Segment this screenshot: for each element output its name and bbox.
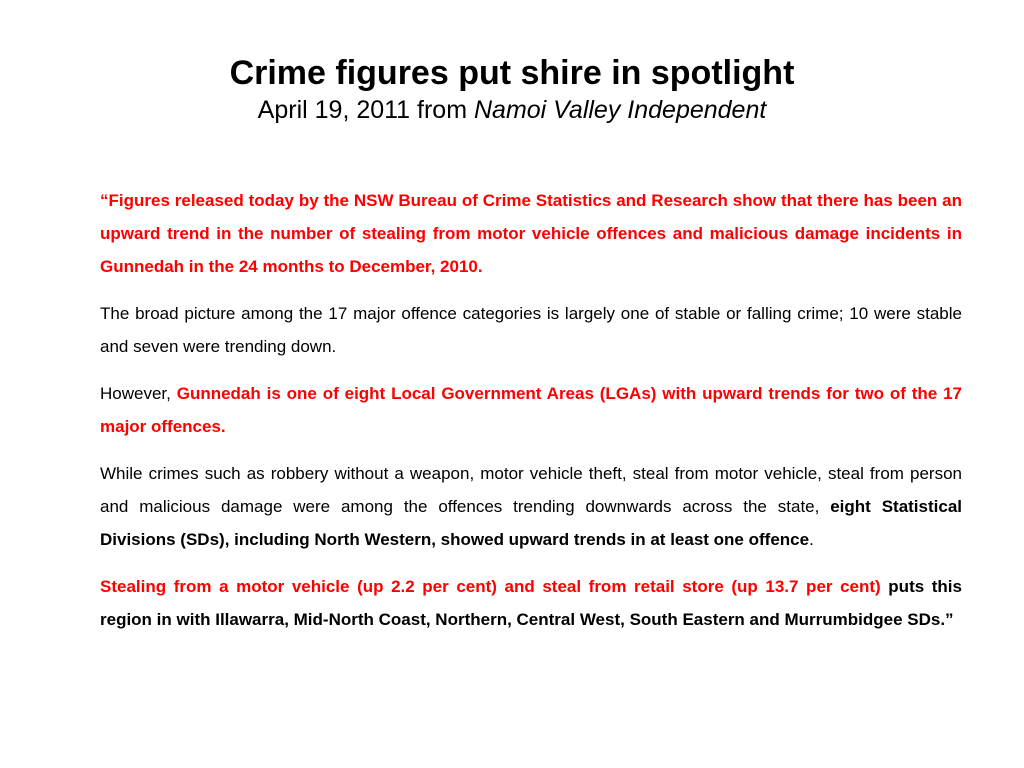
page-title: Crime figures put shire in spotlight <box>229 54 795 92</box>
paragraph-however <box>100 377 962 443</box>
paragraph-quote-intro: “Figures released today by the NSW Bureau of Crime Statistics and Research show that there has been an upward trend in the number of stealing from motor vehicle offences and malicious damage incidents in Gunnedah in the 24 months to December, 2010. <box>100 191 962 276</box>
subtitle-source: Namoi Valley Independent <box>473 96 767 124</box>
title-block <box>0 52 1024 126</box>
paragraph-however-lead: However, <box>100 384 177 403</box>
page-subtitle <box>0 94 1024 126</box>
article-body <box>100 184 962 650</box>
paragraph-region-red: Stealing from a motor vehicle (up 2.2 per cent) and steal from retail store (up 13.7 per cent) <box>100 577 881 596</box>
paragraph-region <box>100 570 962 636</box>
paragraph-statewide-bold: eight Statistical Divisions (SDs), including North Western, showed upward trends in at least one offence <box>100 497 963 549</box>
paragraph-statewide-lead: While crimes such as robbery without a weapon, motor vehicle theft, steal from motor vehicle, steal from person and malicious damage were among the offences trending downwards across the state, <box>100 464 962 516</box>
paragraph-broad-picture: The broad picture among the 17 major offence categories is largely one of stable or falling crime; 10 were stable and seven were trending down. <box>100 304 962 356</box>
paragraph-however-highlight: Gunnedah is one of eight Local Government Areas (LGAs) with upward trends for two of the 17 major offences. <box>100 384 962 436</box>
subtitle-date: April 19, 2011 from <box>257 96 474 124</box>
paragraph-region-black: puts this region in with Illawarra, Mid-North Coast, Northern, Central West, South Eastern and Murrumbidgee SDs.” <box>100 577 962 629</box>
paragraph-statewide-end: . <box>809 530 814 549</box>
paragraph-statewide <box>100 457 962 556</box>
